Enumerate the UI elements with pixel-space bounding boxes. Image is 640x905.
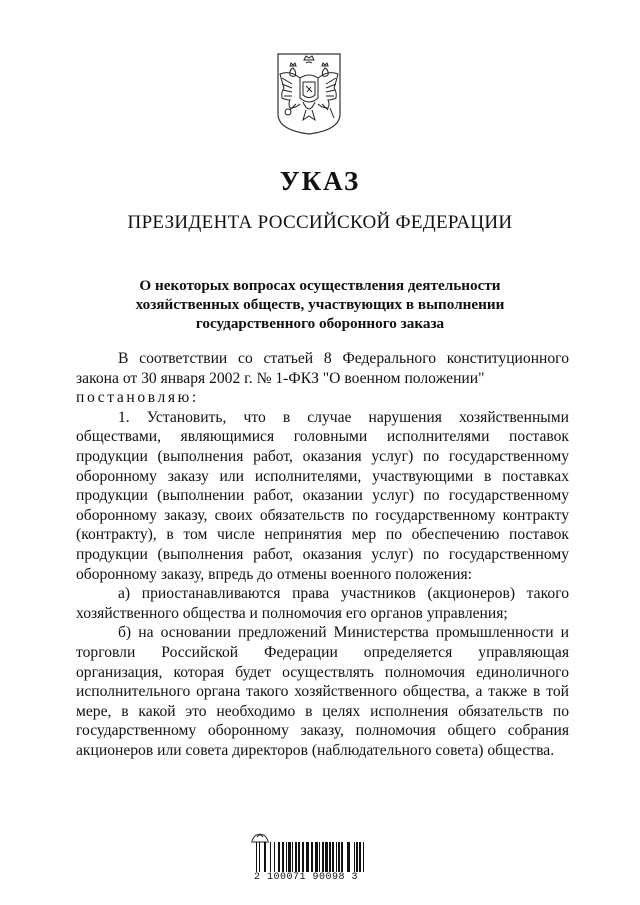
decree-word: постановляю: [76, 389, 199, 407]
document-type-title: УКАЗ [279, 166, 361, 196]
decree-body [76, 349, 569, 760]
item-1-paragraph: 1. Установить, что в случае нарушения хозяйственными обществами, являющимися головными исполнителями поставок продукции (выполнения работ, оказания услуг) по государственному оборонному заказу или исполнителями, участвующими в поставках продукции (выполнении работ, оказании услуг) по государственному оборонному заказу, своих обязательств по государственному контракту (контракту), в том числе непринятия мер по обеспечению поставок продукции (выполнения работ, оказания услуг) по государственному оборонному заказу, впредь до отмены военного положения: [76, 408, 569, 583]
issuer-subtitle: ПРЕЗИДЕНТА РОССИЙСКОЙ ФЕДЕРАЦИИ [127, 212, 513, 233]
barcode-stripe [364, 842, 365, 872]
preamble-paragraph: В соответствии со статьей 8 Федерального конституционного закона от 30 января 2002 г. № 1-ФКЗ "О военном положении" [76, 350, 569, 387]
small-seal-icon [250, 830, 270, 842]
barcode-number: 2 100071 90098 3 [254, 872, 359, 883]
item-b-paragraph: б) на основании предложений Министерства промышленности и торговли Российской Федерации определяется управляющая организация, которая будет осуществлять полномочия единоличного исполнительного органа такого хозяйственного общества, а также в той мере, в какой это необходимо в целях исполнения обязательств по государственному оборонному заказу, полномочия общего собрания акционеров или совета директоров (наблюдательного совета) общества. [76, 624, 569, 759]
coat-of-arms-icon [276, 52, 342, 136]
item-a-paragraph: а) приостанавливаются права участников (акционеров) такого хозяйственного общества и полномочия его органов управления; [76, 585, 569, 622]
decree-heading-line: государственного оборонного заказа [195, 315, 445, 332]
barcode [256, 842, 366, 872]
decree-heading-line: О некоторых вопросах осуществления деятельности [139, 277, 501, 294]
decree-heading-line: хозяйственных обществ, участвующих в выполнении [135, 296, 505, 313]
decree-heading [60, 276, 580, 333]
